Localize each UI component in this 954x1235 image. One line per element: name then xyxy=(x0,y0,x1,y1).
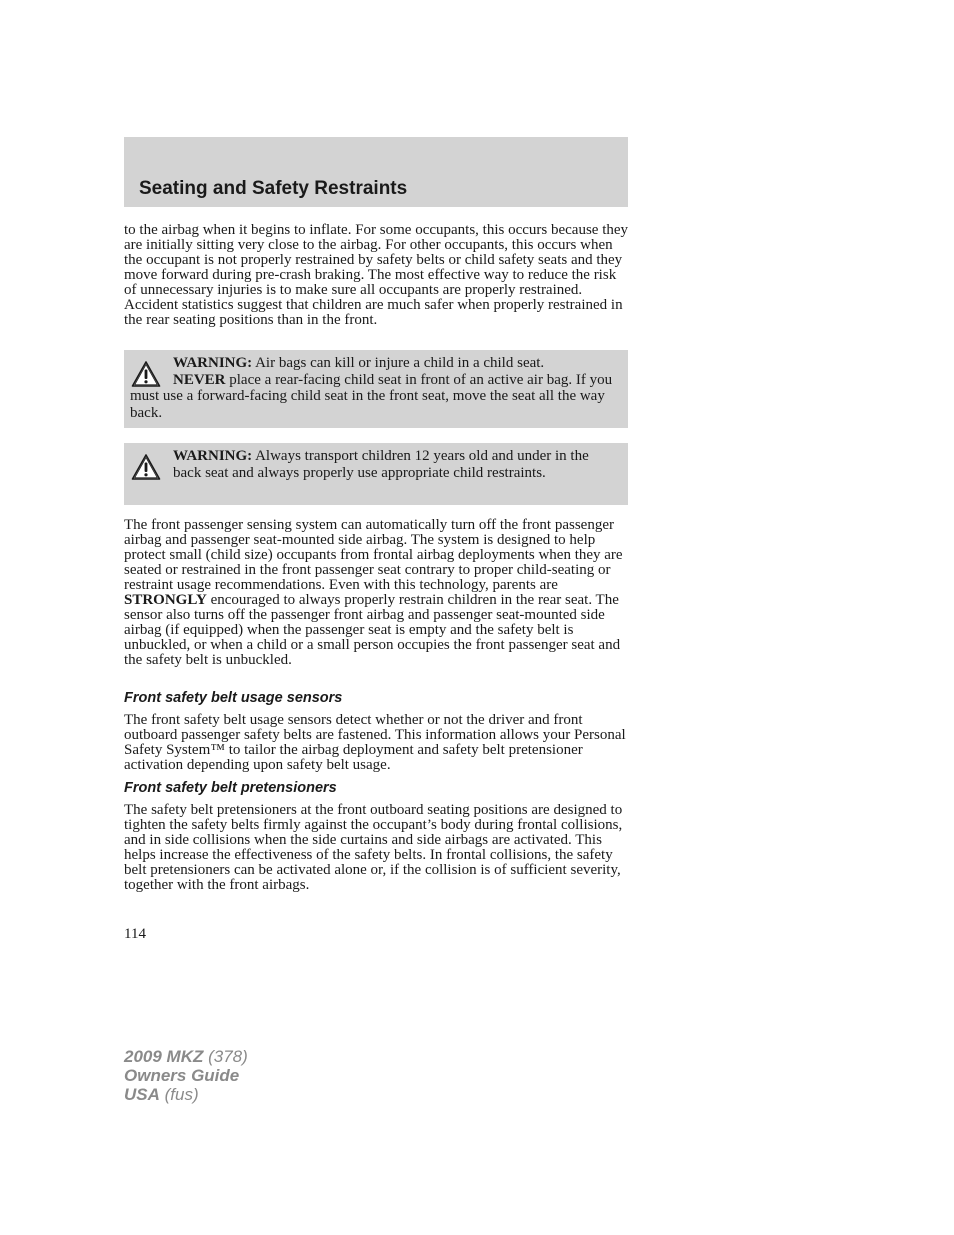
body-paragraph-2 xyxy=(124,518,630,668)
paragraph-text: The safety belt pretensioners at the front outboard seating positions are designed to tighten the safety belts firmly against the occupant’s body during frontal collisions, and in side collisions when the side curtains and side airbags are activated. This helps increase the effectiveness of the safety belts. In frontal collisions, the safety belt pretensioners can be activated alone or, if the collision is of sufficient severity, together with the front airbags. xyxy=(124,802,623,893)
paragraph-text xyxy=(124,518,630,668)
body-paragraph-4 xyxy=(124,803,630,893)
footer-line-2 xyxy=(124,1066,248,1085)
subheading-usage-sensors: Front safety belt usage sensors xyxy=(124,690,343,706)
footer-market-code: (fus) xyxy=(159,1085,199,1104)
paragraph-part: encouraged to always properly restrain children in the rear seat. The sensor also turns off the passenger front airbag and passenger seat-mounted side airbag (if equipped) when the passenger seat is empty and the safety belt is unbuckled, or when a child or a small person occupies the front passenger seat and the safety belt is unbuckled. xyxy=(124,592,621,668)
footer-line-3 xyxy=(124,1085,248,1104)
footer-model-code: (378) xyxy=(203,1047,248,1066)
section-header-band xyxy=(124,137,628,207)
footer-market: USA xyxy=(124,1085,160,1104)
warning-text-part: Air bags can kill or injure a child in a child seat. xyxy=(252,355,545,371)
paragraph-part: The front passenger sensing system can automatically turn off the front passenger airbag and passenger seat-mounted side airbag. The system is designed to help protect small (child size) occupants from frontal airbag deployments when they are seated or restrained in the front passenger seat contrary to proper child-seating or restraint usage recommendations. Even with this technology, parents are xyxy=(124,517,623,593)
strongly-emphasis: STRONGLY xyxy=(124,592,207,608)
paragraph-text: to the airbag when it begins to inflate. For some occupants, this occurs because they are initially sitting very close to the airbag. For other occupants, this occurs when the occupant is not properly restrained by safety belts or child safety seats and they move forward during pre-crash braking. The most effective way to reduce the risk of unnecessary injuries is to make sure all occupants are properly restrained. Accident statistics suggest that children are much safer when properly restrained in the rear seating positions than in the front. xyxy=(124,222,629,328)
document-footer xyxy=(124,1047,248,1104)
warning-text-part: place a rear-facing child seat in front of an active air bag. If you must use a forward-facing child seat in the front seat, move the seat all the way back. xyxy=(130,371,613,421)
subheading-pretensioners: Front safety belt pretensioners xyxy=(124,780,337,796)
footer-model: 2009 MKZ xyxy=(124,1047,204,1066)
warning-label: WARNING: xyxy=(173,448,253,464)
section-title: Seating and Safety Restraints xyxy=(139,178,408,199)
warning-text-1 xyxy=(130,355,620,421)
warning-text-part: Always transport children 12 years old and under in the back seat and always properly use appropriate child restraints. xyxy=(173,448,589,481)
warning-text-2 xyxy=(130,448,620,481)
warning-box-1 xyxy=(124,350,628,428)
page-number: 114 xyxy=(124,926,146,942)
footer-line-1 xyxy=(124,1047,248,1066)
warning-label: WARNING: xyxy=(173,355,253,371)
body-paragraph-1 xyxy=(124,223,630,328)
paragraph-text: The front safety belt usage sensors detect whether or not the driver and front outboard passenger safety belts are fastened. This information allows your Personal Safety System™ to tailor the airbag deployment and safety belt pretensioner activation depending upon safety belt usage. xyxy=(124,712,626,773)
warning-box-2 xyxy=(124,443,628,505)
footer-guide: Owners Guide xyxy=(124,1066,240,1085)
never-emphasis: NEVER xyxy=(173,371,226,388)
body-paragraph-3 xyxy=(124,713,630,773)
